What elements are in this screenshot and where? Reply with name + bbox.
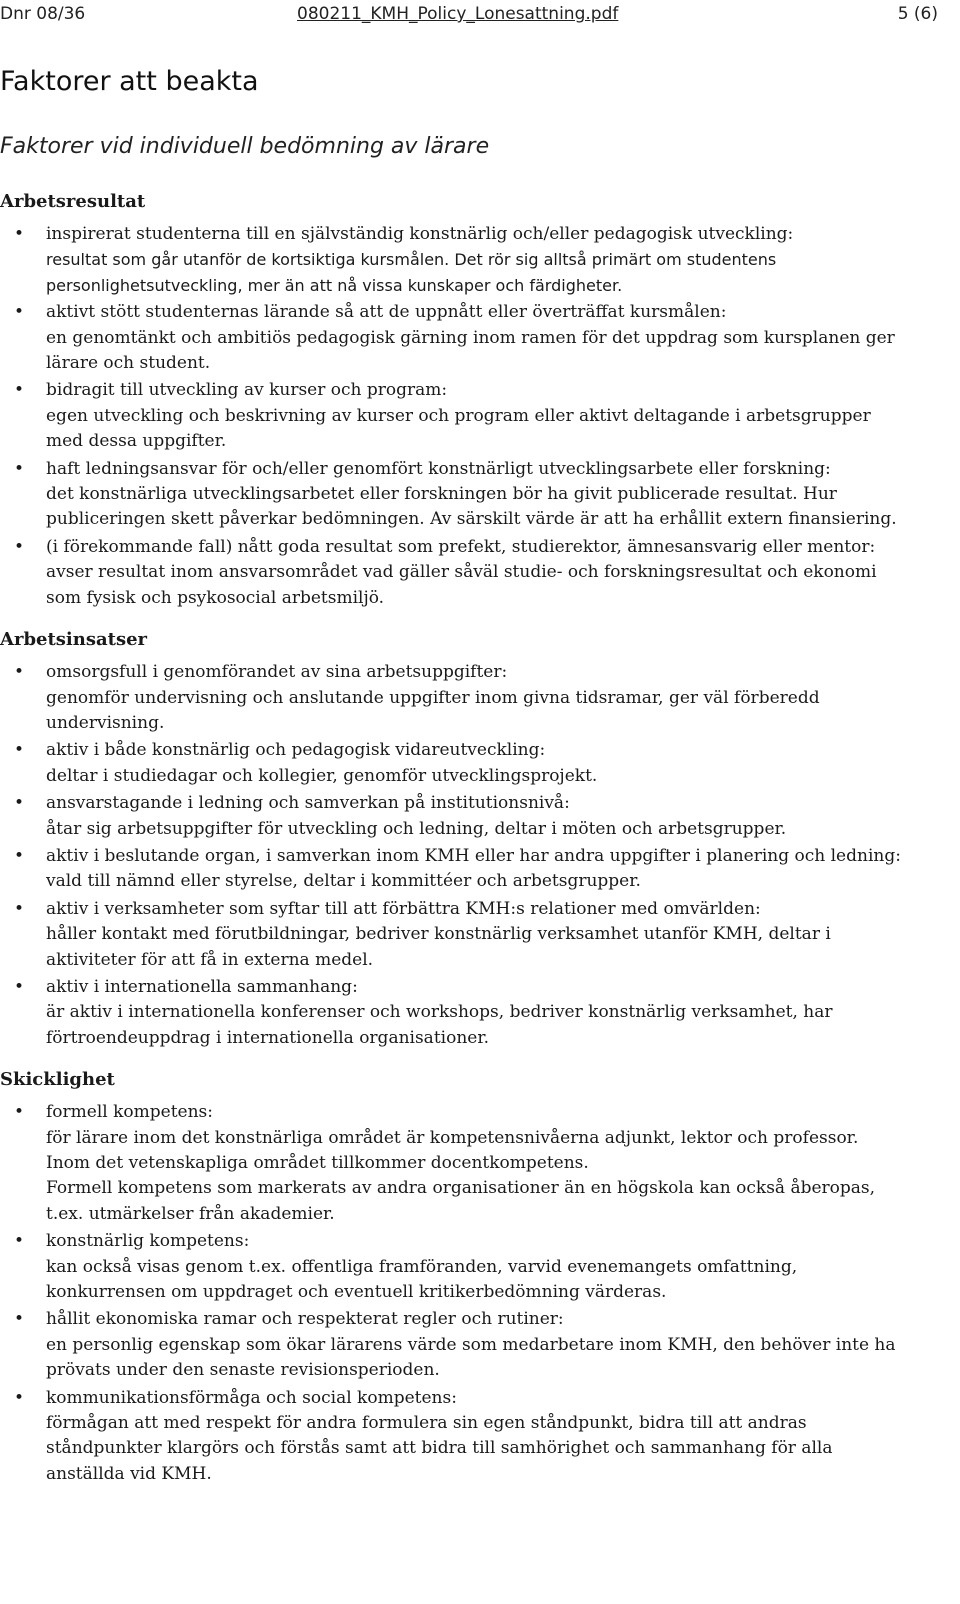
list-item [0,1386,905,1488]
item-description: egen utveckling och beskrivning av kurser och program eller aktivt deltagande i arbetsgrupper med dessa uppgifter. [46,405,871,452]
list-item [0,660,905,736]
item-description: åtar sig arbetsuppgifter för utveckling och ledning, deltar i möten och arbetsgrupper. [46,818,787,839]
item-description: en personlig egenskap som ökar lärarens värde som medarbetare inom KMH, den behöver inte ha prövats under den senaste revisionsperioden. [46,1334,896,1381]
item-heading: • aktiv i både konstnärlig och pedagogisk vidareutveckling: [46,740,546,761]
item-heading: • kommunikationsförmåga och social kompetens: [46,1387,457,1408]
item-heading: • haft ledningsansvar för och/eller genomfört konstnärligt utvecklingsarbete eller forskning: [46,458,831,479]
item-description: är aktiv i internationella konferenser och workshops, bedriver konstnärlig verksamhet, har förtroendeuppdrag i internationella organisationer. [46,1002,833,1048]
list-arbetsresultat [0,222,905,611]
item-heading: • formell kompetens: [46,1102,214,1123]
page-header [0,0,960,30]
item-description: det konstnärliga utvecklingsarbetet eller forskningen bör ha givit publicerade resultat. Hur publiceringen skett påverkar bedömningen. Av särskilt värde är att ha erhållit extern finansiering. [46,484,897,530]
list-item [0,1100,905,1227]
list-item [0,300,905,376]
document-body [0,189,905,1489]
item-heading: • ansvarstagande i ledning och samverkan på institutionsnivå: [46,793,570,814]
item-heading: • hållit ekonomiska ramar och respekterat regler och rutiner: [46,1309,564,1330]
list-arbetsinsatser [0,660,905,1051]
item-heading: • aktiv i beslutande organ, i samverkan inom KMH eller har andra uppgifter i planering och ledning: [46,845,901,866]
item-description: kan också visas genom t.ex. offentliga framföranden, varvid evenemangets omfattning, konkurrensen om uppdraget och eventuell kritikerbedömning värderas. [46,1256,798,1303]
item-description: Formell kompetens som markerats av andra organisationer än en högskola kan också åberopas, t.ex. utmärkelser från akademier. [46,1178,876,1224]
section-heading-arbetsinsatser: Arbetsinsatser [0,629,148,651]
item-description: vald till nämnd eller styrelse, deltar i kommittéer och arbetsgrupper. [46,871,641,892]
item-heading: • (i förekommande fall) nått goda resultat som prefekt, studierektor, ämnesansvarig eller mentor: [46,536,876,557]
list-item [0,1307,905,1383]
item-description: för lärare inom det konstnärliga området är kompetensnivåerna adjunkt, lektor och professor. [46,1127,859,1148]
item-heading: • aktiv i verksamheter som syftar till att förbättra KMH:s relationer med omvärlden: [46,898,761,919]
item-heading: • konstnärlig kompetens: [46,1231,250,1252]
doc-number: Dnr 08/36 [0,4,86,24]
filename-link[interactable]: 080211_KMH_Policy_Lonesattning.pdf [297,4,619,24]
list-item [0,844,905,895]
item-heading: • aktivt stött studenternas lärande så att de uppnått eller överträffat kursmålen: [46,302,727,323]
page-number: 5 (6) [897,4,938,24]
item-description: Inom det vetenskapliga området tillkommer docentkompetens. [46,1153,589,1173]
section-heading-arbetsresultat: Arbetsresultat [0,191,146,212]
list-skicklighet [0,1100,905,1487]
item-description: förmågan att med respekt för andra formulera sin egen ståndpunkt, bidra till att andras ståndpunkter klargörs och förstås samt att bidra till samhörighet och sammanhang för alla anställda vid KMH. [46,1413,833,1484]
item-heading: • inspirerat studenterna till en självständig konstnärlig och/eller pedagogisk utveckling: [46,224,794,244]
item-description: avser resultat inom ansvarsområdet vad gäller såväl studie- och forskningsresultat och ekonomi som fysisk och psykosocial arbetsmiljö. [46,562,877,608]
list-item [0,738,905,789]
page-subtitle: Faktorer vid individuell bedömning av lärare [0,134,490,159]
list-item [0,1229,905,1305]
list-item [0,535,905,611]
list-item [0,222,905,298]
list-item [0,897,905,973]
list-item [0,378,905,454]
list-item [0,457,905,533]
item-heading: • aktiv i internationella sammanhang: [46,976,358,997]
item-description: en genomtänkt och ambitiös pedagogisk gärning inom ramen för det uppdrag som kursplanen ger lärare och student. [46,327,895,374]
list-item [0,791,905,842]
item-description: genomför undervisning och anslutande uppgifter inom givna tidsramar, ger väl förberedd undervisning. [46,687,820,733]
item-description: deltar i studiedagar och kollegier, genomför utvecklingsprojekt. [46,765,598,786]
page-title: Faktorer att beakta [0,66,259,97]
item-heading: • bidragit till utveckling av kurser och program: [46,380,448,401]
item-description: håller kontakt med förutbildningar, bedriver konstnärlig verksamhet utanför KMH, deltar i aktiviteter för att få in externa medel. [46,924,831,970]
list-item [0,975,905,1051]
item-heading: • omsorgsfull i genomförandet av sina arbetsuppgifter: [46,662,508,683]
section-heading-skicklighet: Skicklighet [0,1069,115,1091]
item-description: resultat som går utanför de kortsiktiga kursmålen. Det rör sig alltså primärt om studentens personlighetsutveckling, mer än att nå vissa kunskaper och färdigheter. [46,250,777,295]
